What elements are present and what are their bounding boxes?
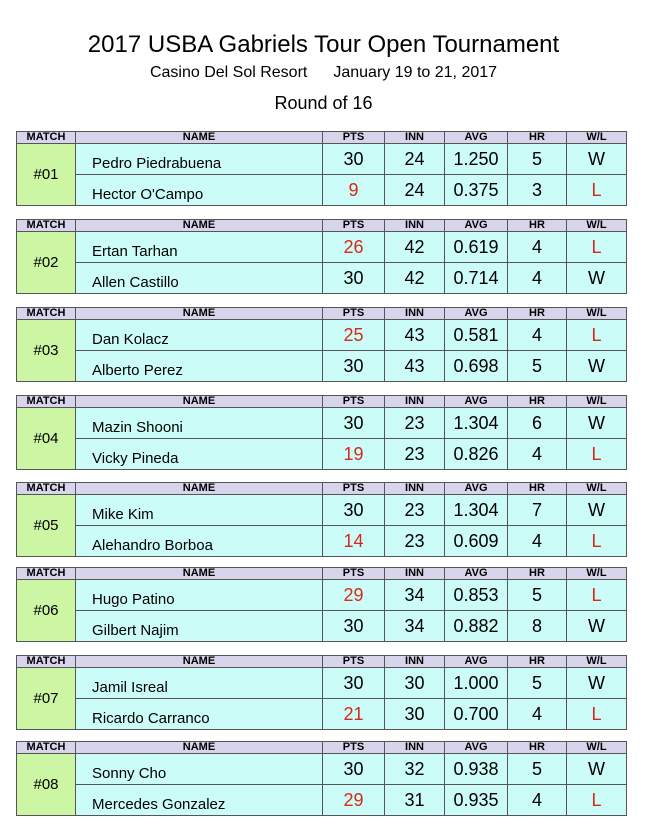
player-row — [17, 439, 627, 470]
hr-cell: 4 — [508, 699, 567, 730]
inn-cell: 43 — [385, 351, 445, 382]
player-row — [17, 320, 627, 351]
player-row — [17, 175, 627, 206]
player-name: Jamil Isreal — [76, 668, 323, 699]
player-row — [17, 232, 627, 263]
avg-cell: 0.935 — [445, 785, 508, 816]
avg-cell: 0.698 — [445, 351, 508, 382]
dates-text: January 19 to 21, 2017 — [333, 64, 498, 81]
pts-cell: 25 — [323, 320, 385, 351]
avg-cell: 0.882 — [445, 611, 508, 642]
player-name: Mazin Shooni — [76, 408, 323, 439]
column-header: MATCH — [17, 742, 76, 754]
hr-cell: 5 — [508, 351, 567, 382]
player-name: Gilbert Najim — [76, 611, 323, 642]
pts-cell: 30 — [323, 263, 385, 294]
column-header: HR — [508, 132, 567, 144]
pts-cell: 21 — [323, 699, 385, 730]
hr-cell: 3 — [508, 175, 567, 206]
column-header: NAME — [76, 308, 323, 320]
player-row — [17, 699, 627, 730]
pts-cell: 26 — [323, 232, 385, 263]
inn-cell: 30 — [385, 668, 445, 699]
avg-cell: 0.853 — [445, 580, 508, 611]
hr-cell: 4 — [508, 263, 567, 294]
wl-cell: L — [567, 526, 627, 557]
column-header: INN — [385, 396, 445, 408]
header-row — [17, 220, 627, 232]
pts-cell: 30 — [323, 668, 385, 699]
column-header: AVG — [445, 656, 508, 668]
avg-cell: 1.000 — [445, 668, 508, 699]
wl-cell: L — [567, 175, 627, 206]
hr-cell: 6 — [508, 408, 567, 439]
avg-cell: 1.304 — [445, 408, 508, 439]
column-header: W/L — [567, 742, 627, 754]
pts-cell: 30 — [323, 144, 385, 175]
wl-cell: W — [567, 668, 627, 699]
wl-cell: W — [567, 754, 627, 785]
column-header: W/L — [567, 308, 627, 320]
column-header: PTS — [323, 483, 385, 495]
header-row — [17, 396, 627, 408]
player-row — [17, 754, 627, 785]
pts-cell: 29 — [323, 785, 385, 816]
column-header: NAME — [76, 220, 323, 232]
match-table — [16, 219, 627, 294]
wl-cell: L — [567, 232, 627, 263]
column-header: HR — [508, 656, 567, 668]
inn-cell: 42 — [385, 232, 445, 263]
column-header: NAME — [76, 483, 323, 495]
match-number: #01 — [17, 144, 76, 206]
match-number: #03 — [17, 320, 76, 382]
column-header: HR — [508, 308, 567, 320]
column-header: INN — [385, 656, 445, 668]
column-header: INN — [385, 742, 445, 754]
pts-cell: 14 — [323, 526, 385, 557]
player-row — [17, 611, 627, 642]
hr-cell: 8 — [508, 611, 567, 642]
hr-cell: 7 — [508, 495, 567, 526]
hr-cell: 5 — [508, 668, 567, 699]
wl-cell: L — [567, 785, 627, 816]
column-header: HR — [508, 483, 567, 495]
player-row — [17, 263, 627, 294]
column-header: PTS — [323, 656, 385, 668]
match-table — [16, 131, 627, 206]
avg-cell: 1.250 — [445, 144, 508, 175]
header-row — [17, 656, 627, 668]
player-name: Alberto Perez — [76, 351, 323, 382]
player-name: Ertan Tarhan — [76, 232, 323, 263]
inn-cell: 23 — [385, 526, 445, 557]
avg-cell: 0.938 — [445, 754, 508, 785]
column-header: INN — [385, 308, 445, 320]
column-header: PTS — [323, 308, 385, 320]
match-table — [16, 395, 627, 470]
hr-cell: 5 — [508, 754, 567, 785]
inn-cell: 42 — [385, 263, 445, 294]
hr-cell: 4 — [508, 785, 567, 816]
wl-cell: W — [567, 351, 627, 382]
avg-cell: 0.826 — [445, 439, 508, 470]
column-header: HR — [508, 742, 567, 754]
player-row — [17, 785, 627, 816]
column-header: MATCH — [17, 308, 76, 320]
column-header: MATCH — [17, 220, 76, 232]
column-header: NAME — [76, 656, 323, 668]
avg-cell: 0.714 — [445, 263, 508, 294]
column-header: INN — [385, 132, 445, 144]
wl-cell: W — [567, 144, 627, 175]
column-header: W/L — [567, 568, 627, 580]
column-header: HR — [508, 568, 567, 580]
pts-cell: 30 — [323, 754, 385, 785]
wl-cell: W — [567, 495, 627, 526]
header-row — [17, 568, 627, 580]
player-name: Alehandro Borboa — [76, 526, 323, 557]
column-header: PTS — [323, 396, 385, 408]
wl-cell: L — [567, 699, 627, 730]
inn-cell: 23 — [385, 495, 445, 526]
pts-cell: 30 — [323, 351, 385, 382]
wl-cell: L — [567, 580, 627, 611]
column-header: W/L — [567, 656, 627, 668]
event-subtitle — [0, 63, 647, 83]
player-row — [17, 668, 627, 699]
avg-cell: 0.619 — [445, 232, 508, 263]
avg-cell: 0.581 — [445, 320, 508, 351]
player-row — [17, 526, 627, 557]
column-header: MATCH — [17, 568, 76, 580]
column-header: PTS — [323, 568, 385, 580]
player-name: Ricardo Carranco — [76, 699, 323, 730]
avg-cell: 0.700 — [445, 699, 508, 730]
player-name: Pedro Piedrabuena — [76, 144, 323, 175]
inn-cell: 30 — [385, 699, 445, 730]
match-table — [16, 741, 627, 816]
hr-cell: 4 — [508, 439, 567, 470]
inn-cell: 23 — [385, 408, 445, 439]
avg-cell: 0.375 — [445, 175, 508, 206]
column-header: PTS — [323, 220, 385, 232]
match-table — [16, 567, 627, 642]
column-header: W/L — [567, 220, 627, 232]
column-header: PTS — [323, 742, 385, 754]
inn-cell: 24 — [385, 144, 445, 175]
player-name: Mercedes Gonzalez — [76, 785, 323, 816]
column-header: INN — [385, 220, 445, 232]
match-number: #06 — [17, 580, 76, 642]
player-row — [17, 408, 627, 439]
column-header: W/L — [567, 483, 627, 495]
pts-cell: 9 — [323, 175, 385, 206]
pts-cell: 30 — [323, 408, 385, 439]
match-number: #05 — [17, 495, 76, 557]
player-name: Allen Castillo — [76, 263, 323, 294]
column-header: PTS — [323, 132, 385, 144]
column-header: MATCH — [17, 483, 76, 495]
match-number: #08 — [17, 754, 76, 816]
pts-cell: 19 — [323, 439, 385, 470]
avg-cell: 1.304 — [445, 495, 508, 526]
column-header: MATCH — [17, 132, 76, 144]
column-header: INN — [385, 568, 445, 580]
match-table — [16, 307, 627, 382]
player-name: Sonny Cho — [76, 754, 323, 785]
player-name: Hugo Patino — [76, 580, 323, 611]
column-header: NAME — [76, 568, 323, 580]
venue-text: Casino Del Sol Resort — [149, 64, 308, 81]
wl-cell: L — [567, 320, 627, 351]
column-header: AVG — [445, 483, 508, 495]
column-header: NAME — [76, 396, 323, 408]
pts-cell: 30 — [323, 495, 385, 526]
column-header: INN — [385, 483, 445, 495]
column-header: AVG — [445, 742, 508, 754]
player-row — [17, 351, 627, 382]
player-row — [17, 495, 627, 526]
avg-cell: 0.609 — [445, 526, 508, 557]
wl-cell: W — [567, 408, 627, 439]
inn-cell: 34 — [385, 611, 445, 642]
match-number: #02 — [17, 232, 76, 294]
hr-cell: 4 — [508, 526, 567, 557]
header-row — [17, 132, 627, 144]
column-header: AVG — [445, 568, 508, 580]
column-header: HR — [508, 220, 567, 232]
hr-cell: 5 — [508, 580, 567, 611]
header-row — [17, 742, 627, 754]
column-header: AVG — [445, 132, 508, 144]
player-name: Dan Kolacz — [76, 320, 323, 351]
column-header: W/L — [567, 132, 627, 144]
column-header: AVG — [445, 308, 508, 320]
inn-cell: 31 — [385, 785, 445, 816]
header-row — [17, 308, 627, 320]
wl-cell: L — [567, 439, 627, 470]
hr-cell: 5 — [508, 144, 567, 175]
pts-cell: 30 — [323, 611, 385, 642]
column-header: W/L — [567, 396, 627, 408]
player-name: Vicky Pineda — [76, 439, 323, 470]
column-header: MATCH — [17, 396, 76, 408]
hr-cell: 4 — [508, 232, 567, 263]
wl-cell: W — [567, 611, 627, 642]
column-header: HR — [508, 396, 567, 408]
round-label: Round of 16 — [274, 93, 373, 113]
inn-cell: 34 — [385, 580, 445, 611]
match-number: #07 — [17, 668, 76, 730]
inn-cell: 24 — [385, 175, 445, 206]
inn-cell: 32 — [385, 754, 445, 785]
match-table — [16, 655, 627, 730]
column-header: NAME — [76, 132, 323, 144]
match-table — [16, 482, 627, 557]
column-header: AVG — [445, 220, 508, 232]
inn-cell: 43 — [385, 320, 445, 351]
wl-cell: W — [567, 263, 627, 294]
player-name: Mike Kim — [76, 495, 323, 526]
column-header: MATCH — [17, 656, 76, 668]
page-title: 2017 USBA Gabriels Tour Open Tournament — [87, 31, 560, 58]
column-header: AVG — [445, 396, 508, 408]
player-row — [17, 144, 627, 175]
header-row — [17, 483, 627, 495]
column-header: NAME — [76, 742, 323, 754]
player-row — [17, 580, 627, 611]
player-name: Hector O'Campo — [76, 175, 323, 206]
match-number: #04 — [17, 408, 76, 470]
pts-cell: 29 — [323, 580, 385, 611]
hr-cell: 4 — [508, 320, 567, 351]
inn-cell: 23 — [385, 439, 445, 470]
